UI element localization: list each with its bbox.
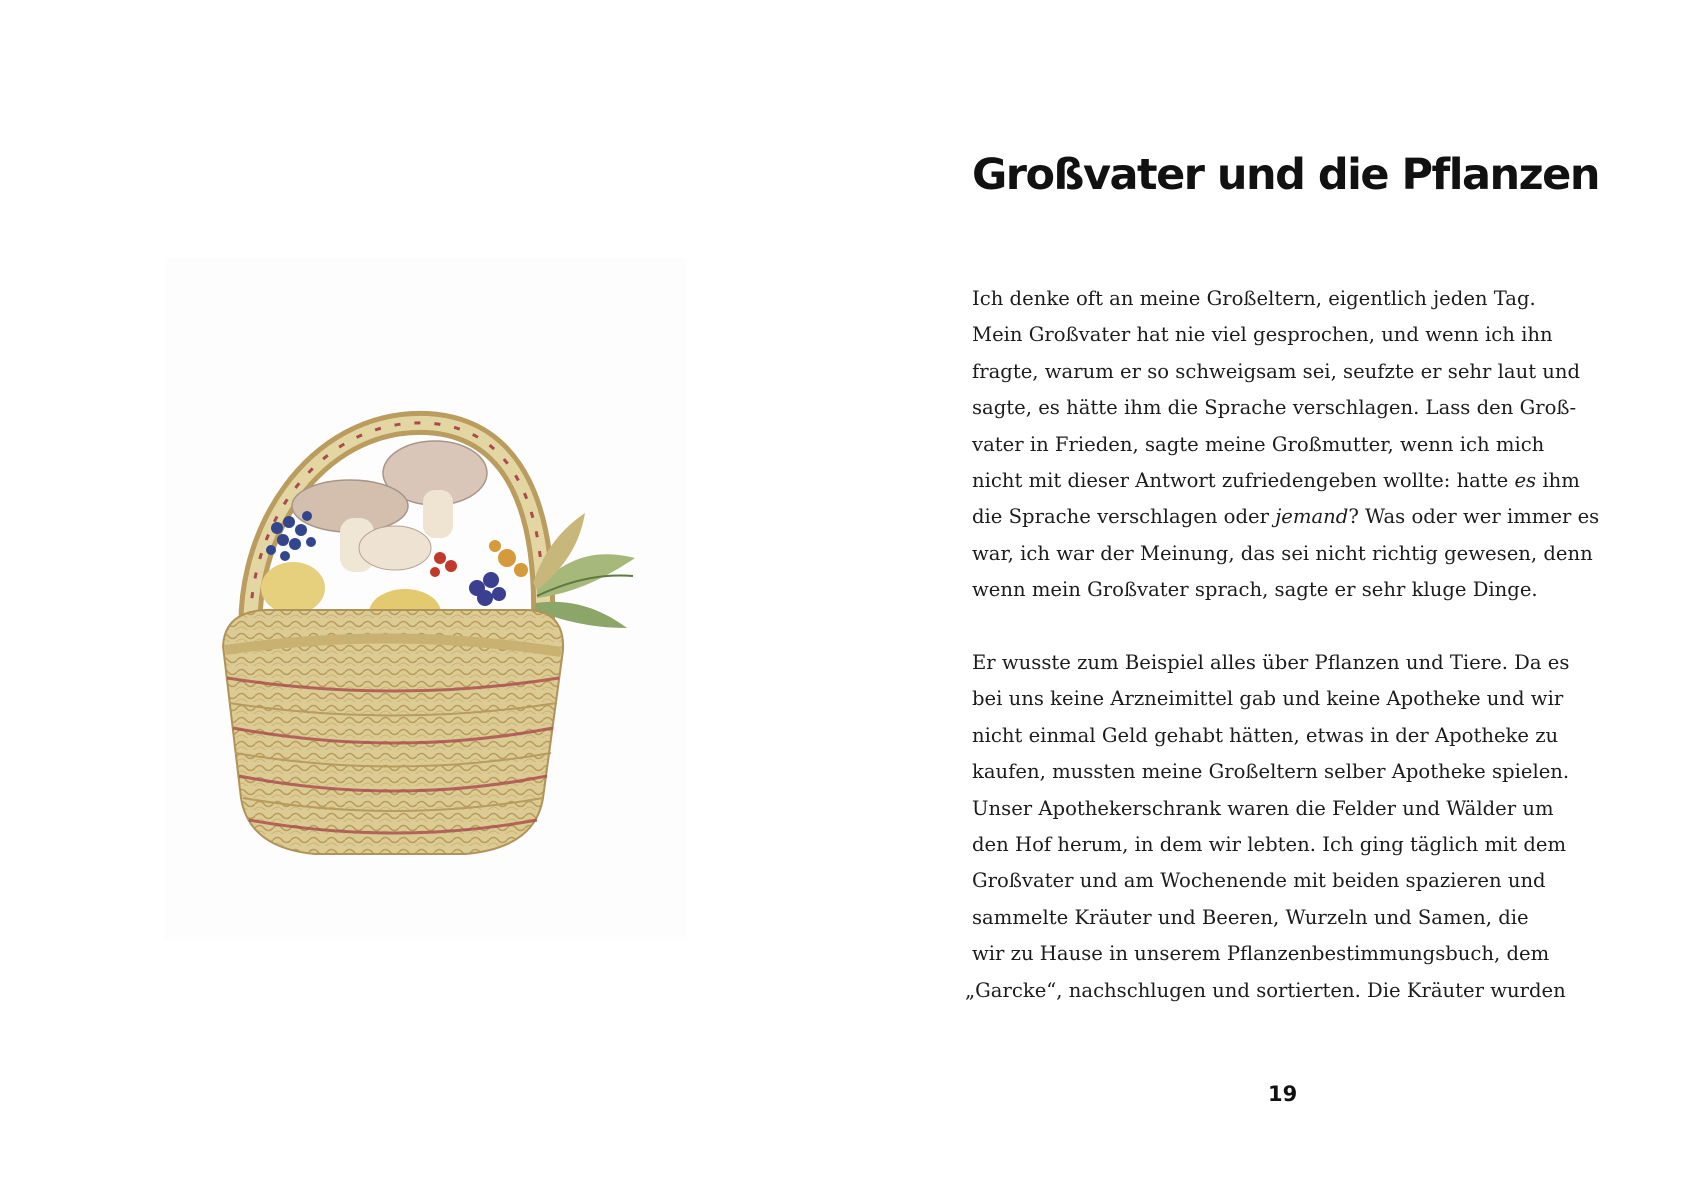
page-number: 19 bbox=[1268, 1082, 1298, 1106]
text-line: Mein Großvater hat nie viel gesprochen, und wenn ich ihn bbox=[972, 323, 1553, 347]
text-line: den Hof herum, in dem wir lebten. Ich ging täglich mit dem bbox=[972, 832, 1567, 856]
leaves bbox=[533, 513, 635, 628]
text-line: „Garcke“, nachschlugen und sortierten. Die Kräuter wurden bbox=[965, 978, 1566, 1002]
text-segment: ? Was oder wer immer es bbox=[1348, 505, 1600, 529]
flowers bbox=[489, 540, 528, 577]
basket-illustration bbox=[165, 258, 687, 940]
text-line: nicht einmal Geld gehabt hätten, etwas in der Apotheke zu bbox=[972, 723, 1559, 747]
text-line: kaufen, mussten meine Großeltern selber Apotheke spielen. bbox=[972, 760, 1570, 784]
mushroom-cap bbox=[359, 526, 431, 570]
potato bbox=[261, 562, 325, 614]
text-line: sagte, es hätte ihm die Sprache verschlagen. Lass den Groß- bbox=[972, 396, 1577, 420]
text-line: war, ich war der Meinung, das sei nicht richtig gewesen, denn bbox=[972, 541, 1593, 565]
text-segment: ihm bbox=[1536, 468, 1580, 492]
text-segment: die Sprache verschlagen oder bbox=[972, 505, 1276, 529]
emphasis-text: jemand bbox=[1275, 505, 1349, 529]
emphasis-text: es bbox=[1514, 468, 1537, 492]
chapter-title: Großvater und die Pflanzen bbox=[972, 150, 1599, 200]
text-line: sammelte Kräuter und Beeren, Wurzeln und Samen, die bbox=[972, 905, 1529, 929]
mushroom-stem bbox=[423, 490, 453, 538]
text-segment: nicht mit dieser Antwort zufriedengeben wollte: hatte bbox=[972, 468, 1515, 492]
text-line bbox=[972, 499, 1600, 535]
text-line: wenn mein Großvater sprach, sagte er sehr kluge Dinge. bbox=[972, 578, 1538, 602]
text-line: Unser Apothekerschrank waren die Felder und Wälder um bbox=[972, 796, 1554, 820]
paragraph-2 bbox=[965, 645, 1592, 1009]
text-line: fragte, warum er so schweigsam sei, seufzte er sehr laut und bbox=[972, 359, 1581, 383]
text-line: bei uns keine Arzneimittel gab und keine Apotheke und wir bbox=[972, 687, 1564, 711]
text-line: Ich denke oft an meine Großeltern, eigentlich jeden Tag. bbox=[972, 287, 1536, 310]
text-line: Er wusste zum Beispiel alles über Pflanzen und Tiere. Da es bbox=[972, 651, 1570, 674]
paragraph-1 bbox=[972, 281, 1600, 609]
basket-body bbox=[223, 610, 563, 854]
text-line: wir zu Hause in unserem Pflanzenbestimmungsbuch, dem bbox=[972, 942, 1550, 966]
text-line: Großvater und am Wochenende mit beiden spazieren und bbox=[972, 869, 1546, 893]
text-line bbox=[972, 463, 1592, 499]
illustration-panel bbox=[165, 258, 687, 940]
text-line: vater in Frieden, sagte meine Großmutter, wenn ich mich bbox=[972, 432, 1545, 456]
